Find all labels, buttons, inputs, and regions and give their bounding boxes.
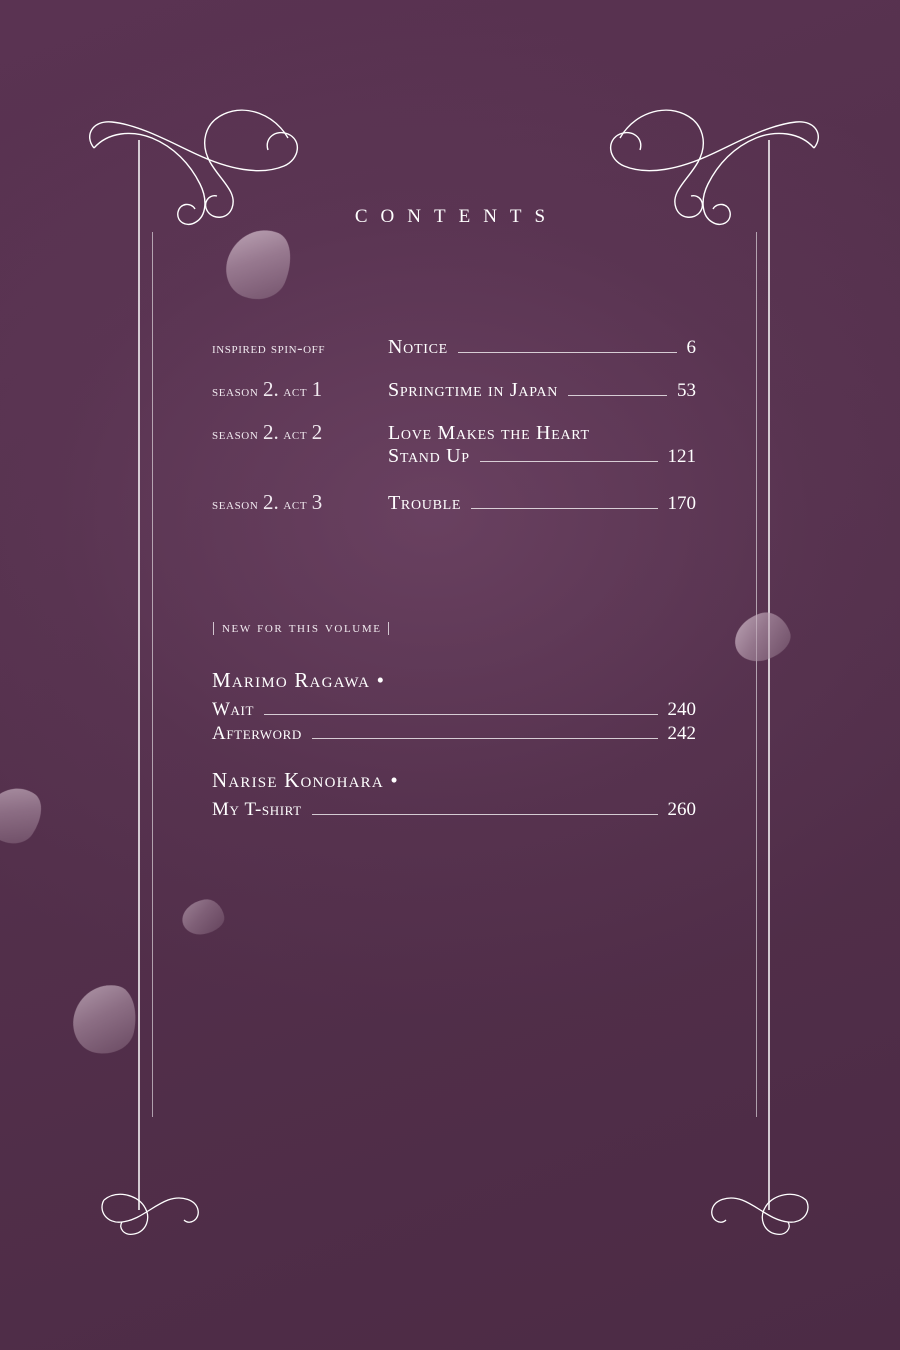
toc-label-prefix: season	[212, 426, 259, 443]
toc-label-prefix: inspired spin-off	[212, 340, 326, 357]
petal-decoration	[0, 776, 52, 853]
work-page-number: 240	[667, 699, 696, 720]
work-title: Wait	[212, 699, 254, 720]
toc-leader	[568, 395, 667, 396]
author-name: Marimo Ragawa •	[212, 668, 386, 692]
toc-row[interactable]	[212, 336, 696, 359]
flourish-bottom-left-icon	[96, 1178, 206, 1248]
toc-title-line-1: Love Makes the Heart	[388, 422, 590, 444]
toc-title-line-2: Stand Up	[388, 445, 470, 467]
toc-act-word: act	[283, 426, 308, 443]
toc-title: Springtime in Japan	[388, 379, 559, 401]
toc-act-number: 2	[311, 420, 323, 444]
frame-rule-left-outer	[138, 140, 140, 1210]
toc-title: Notice	[388, 336, 448, 358]
petal-decoration	[67, 978, 142, 1059]
toc-row[interactable]	[212, 490, 696, 515]
toc-label-prefix: season	[212, 383, 259, 400]
work-leader	[264, 714, 658, 715]
work-leader	[312, 814, 658, 815]
toc-row[interactable]	[212, 420, 696, 468]
flourish-bottom-right-icon	[704, 1178, 814, 1248]
toc-leader	[480, 461, 658, 462]
toc-act-word: act	[283, 496, 308, 513]
toc-label-prefix: season	[212, 496, 259, 513]
work-row[interactable]	[212, 723, 696, 745]
toc-label	[212, 420, 388, 445]
work-leader	[312, 738, 658, 739]
work-title: Afterword	[212, 723, 302, 744]
toc-act-word: act	[283, 383, 308, 400]
author-name: Narise Konohara •	[212, 768, 399, 792]
toc-season-number: 2.	[263, 377, 279, 401]
author-block	[212, 668, 696, 747]
author-block	[212, 768, 696, 823]
work-page-number: 242	[667, 723, 696, 744]
toc-act-number: 1	[311, 377, 323, 401]
table-of-contents	[212, 336, 696, 533]
toc-page-number: 53	[677, 380, 696, 401]
toc-page-number: 6	[686, 337, 696, 358]
petal-decoration	[179, 897, 226, 938]
toc-label	[212, 490, 388, 515]
toc-page-number: 170	[667, 493, 696, 514]
toc-page-number: 121	[667, 446, 696, 467]
work-title: My T-shirt	[212, 799, 302, 820]
toc-leader	[471, 508, 657, 509]
petal-decoration	[217, 219, 301, 309]
toc-title-line-2-row	[388, 445, 696, 468]
section-tag-new-for-this-volume: | new for this volume |	[212, 620, 392, 636]
frame-rule-right-outer	[768, 140, 770, 1210]
toc-leader	[458, 352, 677, 353]
work-row[interactable]	[212, 799, 696, 821]
toc-season-number: 2.	[263, 490, 279, 514]
frame-rule-right-inner	[756, 232, 757, 1117]
toc-season-number: 2.	[263, 420, 279, 444]
frame-rule-left-inner	[152, 232, 153, 1117]
toc-act-number: 3	[311, 490, 323, 514]
toc-title: Trouble	[388, 492, 462, 514]
toc-row[interactable]	[212, 377, 696, 402]
work-page-number: 260	[667, 799, 696, 820]
work-row[interactable]	[212, 699, 696, 721]
toc-label	[212, 340, 388, 358]
toc-title-block	[388, 422, 696, 468]
petal-decoration	[728, 606, 795, 667]
toc-label	[212, 377, 388, 402]
page-title: CONTENTS	[354, 206, 559, 227]
